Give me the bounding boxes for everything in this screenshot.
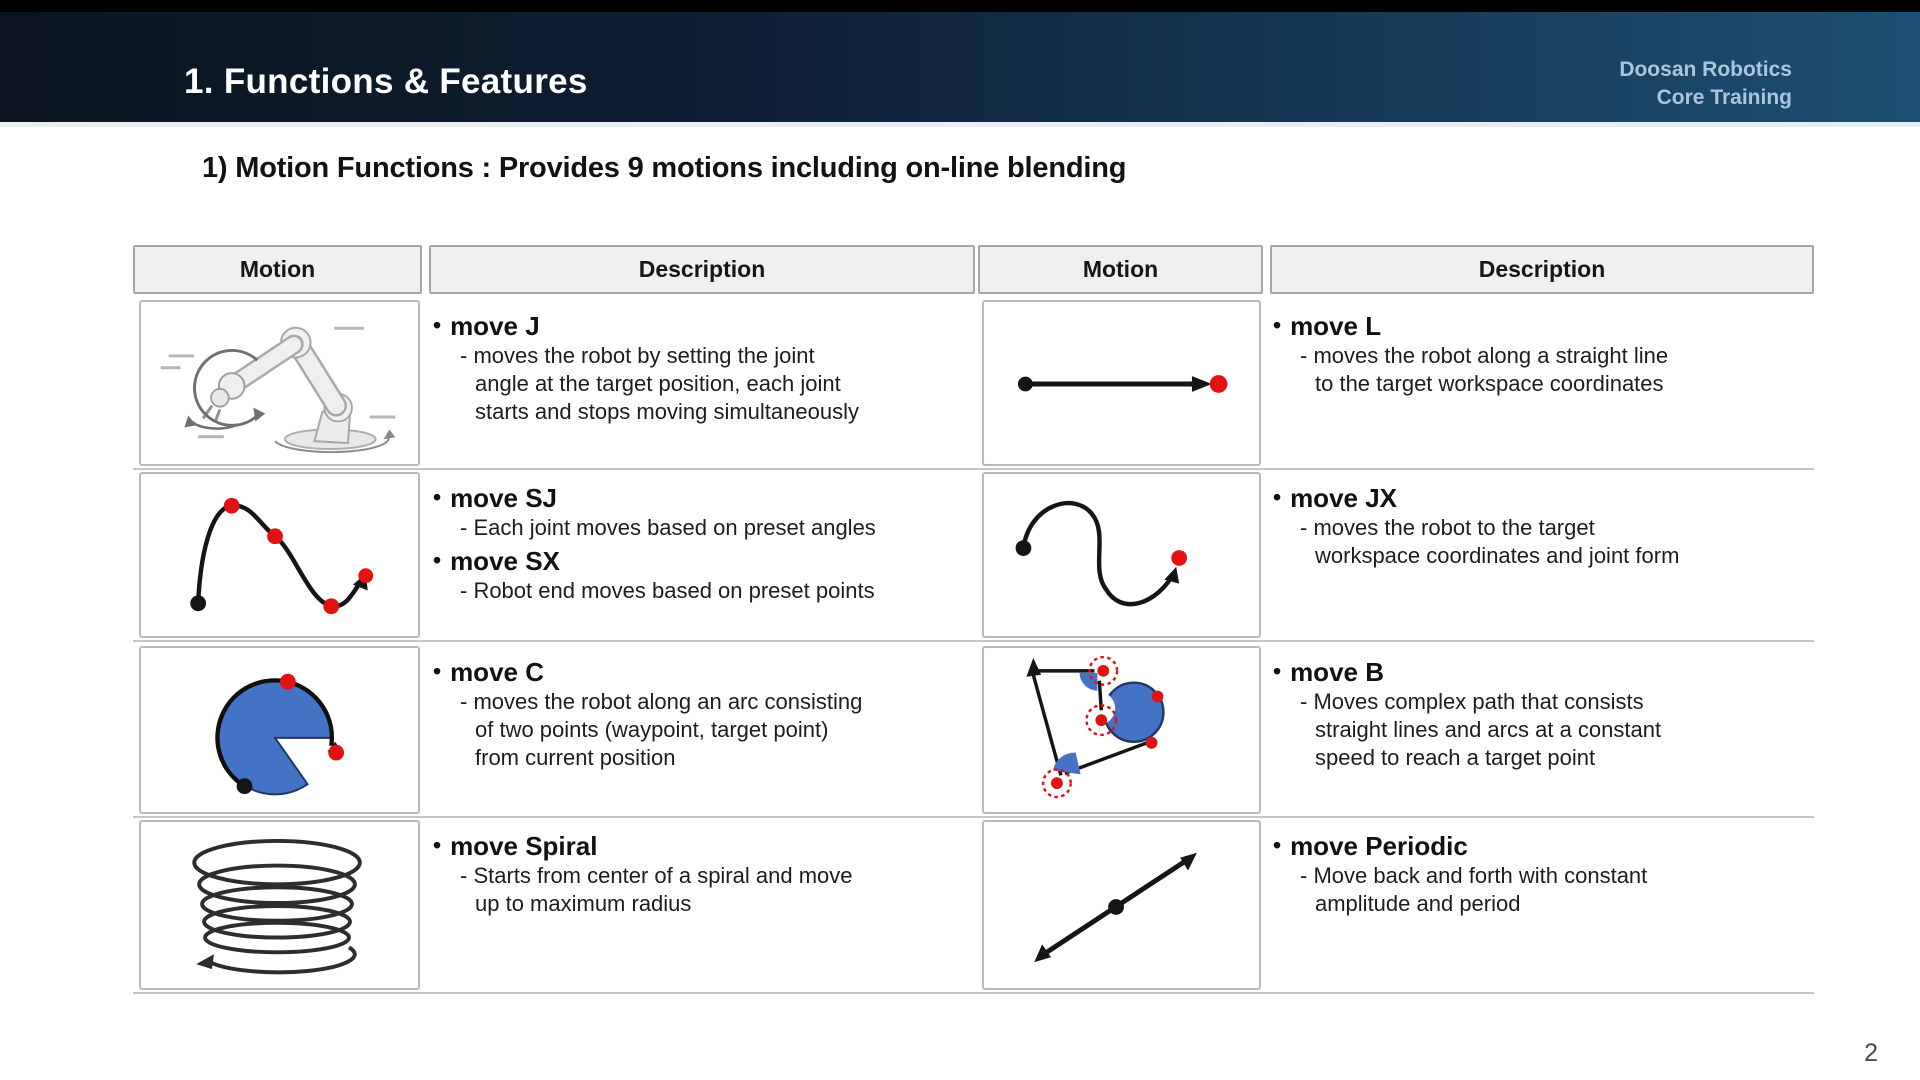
motion-title-row [433, 484, 973, 514]
motion-title-row [433, 312, 973, 342]
column-header-description-1: Description [429, 245, 975, 294]
row-separator [133, 640, 1814, 642]
motion-figure-move-c [139, 646, 420, 814]
description-cell [1273, 820, 1814, 990]
brand-line-1: Doosan Robotics [1619, 58, 1792, 81]
description-cell [1273, 300, 1814, 466]
motion-name: move L [1290, 311, 1382, 341]
motion-desc-line: angle at the target position, each joint [475, 370, 841, 396]
motion-name: move C [450, 657, 544, 687]
motion-entry [1273, 484, 1814, 570]
motion-entry [1273, 658, 1814, 772]
motion-figure-move-spiral [139, 820, 420, 990]
straight-line-arrow-icon [984, 302, 1259, 464]
motion-title-row [1273, 832, 1814, 862]
motion-title-row [1273, 658, 1814, 688]
motion-entry [1273, 312, 1814, 398]
header-bar [0, 12, 1920, 127]
motion-title-row [433, 547, 973, 577]
column-header-motion-1: Motion [133, 245, 422, 294]
bullet: • [1273, 312, 1282, 338]
motion-figure-move-l [982, 300, 1261, 466]
page-title: 1. Functions & Features [184, 62, 588, 101]
row-separator [133, 468, 1814, 470]
bullet: • [433, 312, 442, 338]
motion-desc-line: - Starts from center of a spiral and move [460, 862, 853, 888]
description-cell [433, 300, 973, 466]
motion-table [133, 245, 1814, 997]
brand-line-2: Core Training [1656, 86, 1792, 110]
spline-curve-icon [141, 474, 418, 636]
motion-title-row [433, 658, 973, 688]
row-separator [133, 816, 1814, 818]
bullet: • [433, 484, 442, 510]
motion-desc-line: starts and stops moving simultaneously [475, 398, 859, 424]
motion-desc-line: to the target workspace coordinates [1315, 370, 1664, 396]
motion-title-row [433, 832, 973, 862]
motion-desc-line: - moves the robot to the target [1300, 514, 1595, 540]
motion-desc-line: up to maximum radius [475, 890, 692, 916]
motion-desc-line: - Robot end moves based on preset points [460, 577, 875, 603]
column-header-motion-2: Motion [978, 245, 1263, 294]
motion-desc-line: of two points (waypoint, target point) [475, 716, 829, 742]
motion-entry [433, 658, 973, 772]
motion-desc-line: - Moves complex path that consists [1300, 688, 1644, 714]
motion-name: move B [1290, 657, 1384, 687]
motion-name: move SX [450, 545, 560, 576]
bullet: • [433, 658, 442, 684]
description-cell [433, 646, 973, 814]
motion-desc-line: - moves the robot along a straight line [1300, 342, 1669, 368]
motion-figure-move-b [982, 646, 1261, 814]
description-cell [1273, 472, 1814, 638]
brand-text [1619, 56, 1792, 113]
page-number: 2 [1864, 1039, 1878, 1067]
motion-figure-move-periodic [982, 820, 1261, 990]
motion-title-row [1273, 312, 1814, 342]
motion-desc-line: - moves the robot along an arc consisting [460, 688, 863, 714]
motion-name: move Spiral [450, 831, 598, 861]
motion-entry [1273, 832, 1814, 918]
motion-entry [433, 484, 973, 542]
motion-desc-line: - Move back and forth with constant [1300, 862, 1648, 888]
motion-name: move Periodic [1290, 831, 1468, 861]
blend-path-icon [984, 648, 1259, 812]
robot-arm-icon [141, 302, 418, 464]
motion-desc-line: workspace coordinates and joint form [1315, 542, 1680, 568]
bullet: • [1273, 832, 1282, 858]
bullet: • [1273, 484, 1282, 510]
description-cell [433, 472, 973, 638]
description-cell [433, 820, 973, 990]
arc-sector-icon [141, 648, 418, 812]
motion-entry [433, 832, 973, 918]
bullet: • [433, 546, 442, 573]
motion-figure-move-sj-sx [139, 472, 420, 638]
motion-desc-line: - moves the robot by setting the joint [460, 342, 815, 368]
section-subtitle: 1) Motion Functions : Provides 9 motions including on-line blending [202, 152, 1127, 184]
motion-desc-line: amplitude and period [1315, 890, 1521, 916]
motion-entry [433, 547, 973, 605]
s-curve-icon [984, 474, 1259, 636]
bullet: • [1273, 658, 1282, 684]
motion-desc-line: speed to reach a target point [1315, 744, 1596, 770]
double-arrow-icon [984, 822, 1259, 988]
spiral-icon [141, 822, 418, 988]
motion-figure-move-jx [982, 472, 1261, 638]
motion-name: move SJ [450, 483, 558, 513]
motion-desc-line: - Each joint moves based on preset angles [460, 514, 876, 540]
motion-desc-line: straight lines and arcs at a constant [1315, 716, 1662, 742]
column-header-description-2: Description [1270, 245, 1814, 294]
bullet: • [433, 832, 442, 858]
motion-name: move JX [1290, 483, 1398, 513]
motion-figure-move-j [139, 300, 420, 466]
table-bottom-line [133, 992, 1814, 994]
description-cell [1273, 646, 1814, 814]
motion-desc-line: from current position [475, 744, 676, 770]
motion-name: move J [450, 311, 540, 341]
motion-entry [433, 312, 973, 426]
motion-title-row [1273, 484, 1814, 514]
top-strip [0, 0, 1920, 12]
